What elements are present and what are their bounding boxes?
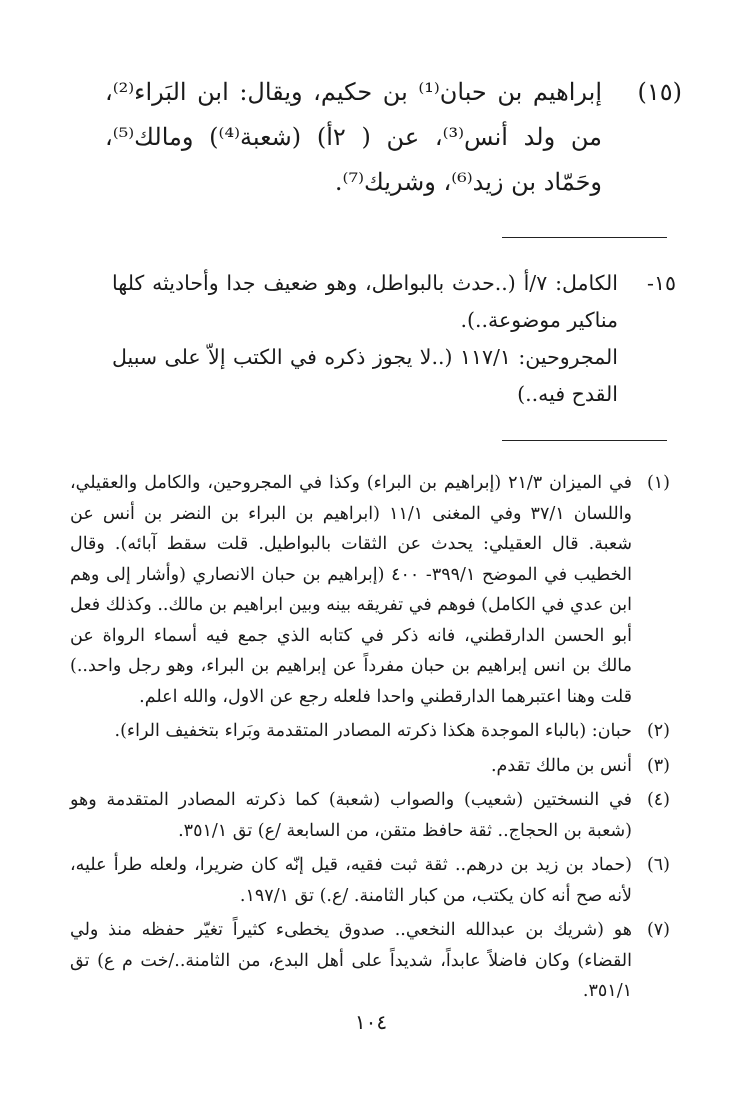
footnote-number: (٤) xyxy=(646,790,670,810)
footnotes-list xyxy=(70,468,670,1011)
footnote-6 xyxy=(70,850,670,911)
footnote-number: (٦) xyxy=(646,855,670,875)
footnote-1 xyxy=(70,468,670,712)
commentary-line-kamil: الكامل: ٧/أ (..حدث بالبواطل، وهو ضعيف جدا وأحاديثه كلها مناكير موضوعة..). xyxy=(112,271,618,332)
footnote-text: هو (شريك بن عبدالله النخعي.. صدوق يخطىء كثيراً تغيّر حفظه منذ ولي القضاء) وكان فاضلاً عابداً، شديداً على أهل البدع، من الثامنة../خت م ع) تق ٣٥١/١. xyxy=(70,920,632,1001)
footnote-text: أنس بن مالك تقدم. xyxy=(490,755,632,776)
footnote-number: (٢) xyxy=(646,721,670,741)
footnote-3 xyxy=(70,751,670,782)
entry-text: إبراهيم بن حبان⁽¹⁾ بن حكيم، ويقال: ابن البَراء⁽²⁾، من ولد أنس⁽³⁾، عن ( ٢أ) (شعبة⁽⁴⁾) ومالك⁽⁵⁾، وحَمّاد بن زيد⁽⁶⁾، وشريك⁽⁷⁾. xyxy=(105,78,603,196)
footnote-number: (٣) xyxy=(646,755,670,776)
footnote-text: (حماد بن زيد بن درهم.. ثقة ثبت فقيه، قيل إنّه كان ضريرا، ولعله طرأ عليه، لأنه صح أنه كان يكتب، من كبار الثامنة. /ع.) تق ١٩٧/١. xyxy=(70,855,632,906)
footnote-text: في النسختين (شعيب) والصواب (شعبة) كما ذكرته المصادر المتقدمة وهو (شعبة بن الحجاج.. ثقة حافظ متقن، من السابعة /ع) تق ٣٥١/١. xyxy=(70,790,632,841)
footnote-7 xyxy=(70,915,670,1007)
footnote-text: حبان: (بالباء الموجدة هكذا ذكرته المصادر المتقدمة وبَراء بتخفيف الراء). xyxy=(114,721,632,741)
footnote-4 xyxy=(70,785,670,846)
footnote-number: (١) xyxy=(646,473,670,493)
separator-rule xyxy=(502,440,667,441)
footnote-2 xyxy=(70,716,670,747)
commentary-line-majruhin: المجروحين: ١١٧/١ (..لا يجوز ذكره في الكتب إلاّ على سبيل القدح فيه..) xyxy=(112,345,618,406)
commentary-block xyxy=(112,265,676,413)
footnote-text: في الميزان ٢١/٣ (إبراهيم بن البراء) وكذا في المجروحين، والكامل والعقيلي، واللسان ٣٧/١ وفي المغنى ١١/١ (ابراهيم بن البراء بن النضر بن أنس عن شعبة. قال العقيلي: يحدث عن الثقات بالبواطيل. قلت سقط آبائه). وقال الخطيب في الموضح ٣٩٩/١- ٤٠٠ (إبراهيم بن حبان الانصاري (وأشار إلى وهم ابن عدي في الكامل) فوهم في تفريقه بينه وبين ابراهيم بن مالك.. وكذلك فعل أبو الحسن الدارقطني، فانه ذكر في كتابه الذي جمع فيه أسماء الرواة عن مالك بن انس إبراهيم بن حبان مفرداً عن إبراهيم بن البراء، وهو رجل واحد..) قلت وهنا اعتبرهما الدارقطني واحدا فلعله رجع عن الاول، والله اعلم. xyxy=(70,473,633,707)
main-entry xyxy=(105,70,680,205)
page-number: ١٠٤ xyxy=(354,1010,388,1034)
separator-rule xyxy=(502,237,667,238)
commentary-number: ١٥- xyxy=(647,271,676,295)
footnote-number: (٧) xyxy=(646,920,670,940)
entry-number: (١٥) xyxy=(637,78,682,106)
